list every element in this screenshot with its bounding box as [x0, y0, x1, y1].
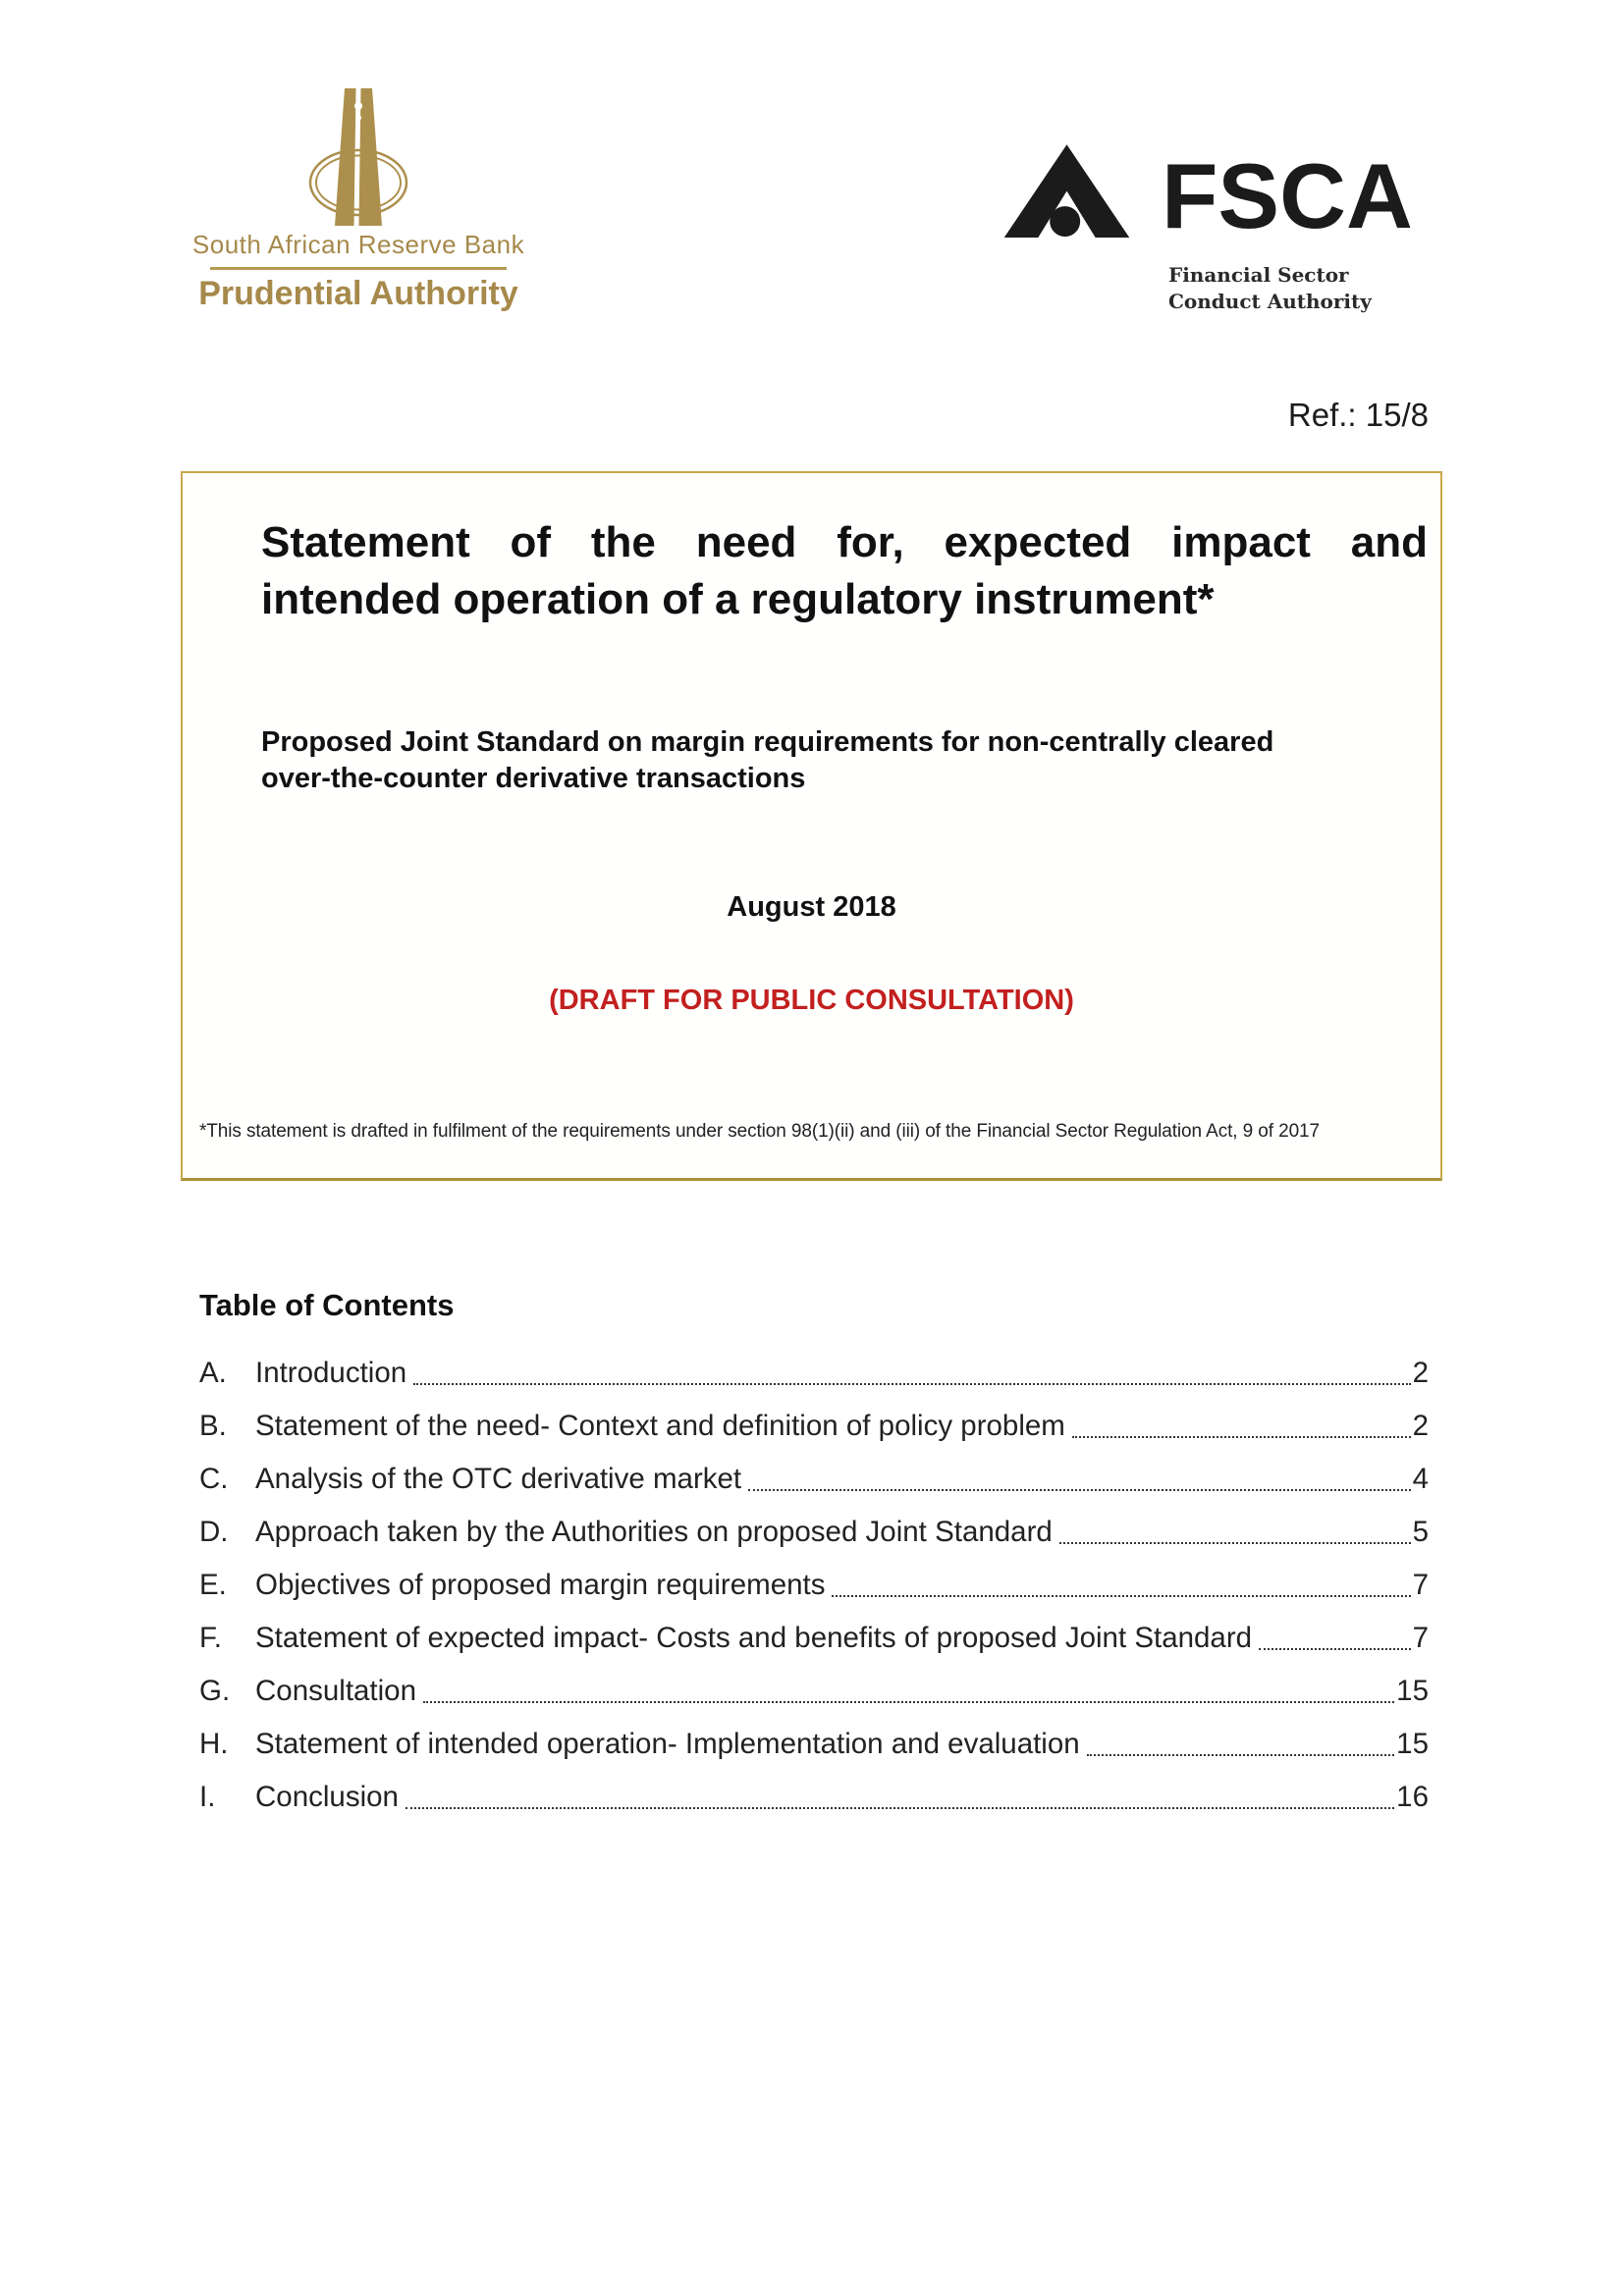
toc-entry-title: Approach taken by the Authorities on proposed Joint Standard	[255, 1516, 1053, 1548]
reference-number: Ref.: 15/8	[1287, 397, 1429, 433]
cover-box	[181, 471, 1442, 1181]
fsca-logo	[984, 130, 1445, 316]
toc-entry-letter: C.	[199, 1463, 229, 1495]
toc-entry-letter: H.	[199, 1728, 229, 1760]
toc-entry-page: 15	[1396, 1728, 1429, 1760]
toc-entry	[199, 1463, 1429, 1499]
toc-entry	[199, 1675, 1429, 1711]
toc-dot-leader	[1072, 1436, 1411, 1438]
toc-entry-letter: B.	[199, 1410, 227, 1442]
toc-dot-leader	[748, 1489, 1410, 1491]
document-title	[261, 514, 1428, 628]
toc-entry	[199, 1410, 1429, 1446]
toc-entry-title: Statement of expected impact- Costs and benefits of proposed Joint Standard	[255, 1622, 1253, 1654]
toc-entry-page: 16	[1396, 1781, 1429, 1813]
toc-entry-title: Introduction	[255, 1357, 407, 1389]
title-footnote: *This statement is drafted in fulfilment of the requirements under section 98(1)(ii) and (iii) of the Financial Sector Regulation Act, 9 of 2017	[199, 1121, 1320, 1142]
sarb-logo-authority: Prudential Authority	[198, 275, 518, 312]
toc-entry-title: Statement of intended operation- Implementation and evaluation	[255, 1728, 1080, 1760]
fsca-wordmark: FSCA	[1162, 144, 1413, 247]
toc-entry-title: Consultation	[255, 1675, 416, 1707]
toc-entry-title: Conclusion	[255, 1781, 399, 1813]
toc-entry-letter: G.	[199, 1675, 231, 1707]
toc-entry-letter: F.	[199, 1622, 222, 1654]
toc-entry-page: 5	[1412, 1516, 1429, 1548]
fsca-chevron-icon	[992, 137, 1142, 238]
toc-dot-leader	[1087, 1754, 1395, 1756]
toc-dot-leader	[1059, 1542, 1411, 1544]
fsca-caption	[1168, 262, 1372, 315]
toc-dot-leader	[413, 1383, 1410, 1385]
toc-entry-page: 4	[1412, 1463, 1429, 1495]
document-subtitle-line1: Proposed Joint Standard on margin requirements for non-centrally cleared	[261, 726, 1274, 758]
toc-entry-page: 2	[1412, 1357, 1429, 1389]
document-date: August 2018	[727, 891, 896, 923]
toc-dot-leader	[406, 1807, 1394, 1809]
sarb-logo-divider	[210, 267, 507, 270]
toc-list	[199, 1357, 1429, 1834]
document-subtitle-line2: over-the-counter derivative transactions	[261, 763, 806, 794]
document-title-line1: Statement of the need for, expected impact and	[261, 518, 1428, 566]
fsca-caption-line1: Financial Sector	[1168, 263, 1349, 287]
toc-entry-title: Analysis of the OTC derivative market	[255, 1463, 742, 1495]
draft-notice: (DRAFT FOR PUBLIC CONSULTATION)	[549, 985, 1074, 1016]
sarb-logo	[191, 84, 525, 313]
toc-dot-leader	[832, 1595, 1410, 1597]
sarb-emblem-icon	[307, 84, 409, 228]
toc-entry-letter: D.	[199, 1516, 229, 1548]
toc-heading: Table of Contents	[199, 1288, 455, 1322]
toc-entry	[199, 1357, 1429, 1393]
document-subtitle	[261, 724, 1273, 797]
toc-dot-leader	[1259, 1648, 1411, 1650]
toc-entry-page: 7	[1412, 1622, 1429, 1654]
toc-entry-page: 7	[1412, 1569, 1429, 1601]
toc-entry	[199, 1569, 1429, 1605]
toc-entry-letter: I.	[199, 1781, 216, 1813]
toc-entry-letter: A.	[199, 1357, 227, 1389]
fsca-caption-line2: Conduct Authority	[1168, 290, 1372, 313]
toc-entry	[199, 1728, 1429, 1764]
sarb-logo-name: South African Reserve Bank	[191, 230, 525, 259]
toc-dot-leader	[423, 1701, 1394, 1703]
toc-entry	[199, 1622, 1429, 1658]
toc-entry-title: Objectives of proposed margin requirements	[255, 1569, 826, 1601]
toc-entry-title: Statement of the need- Context and definition of policy problem	[255, 1410, 1065, 1442]
toc-entry-page: 2	[1412, 1410, 1429, 1442]
document-title-line2: intended operation of a regulatory instrument*	[261, 575, 1215, 623]
toc-entry	[199, 1516, 1429, 1552]
toc-entry-page: 15	[1396, 1675, 1429, 1707]
toc-entry-letter: E.	[199, 1569, 227, 1601]
toc-entry	[199, 1781, 1429, 1817]
